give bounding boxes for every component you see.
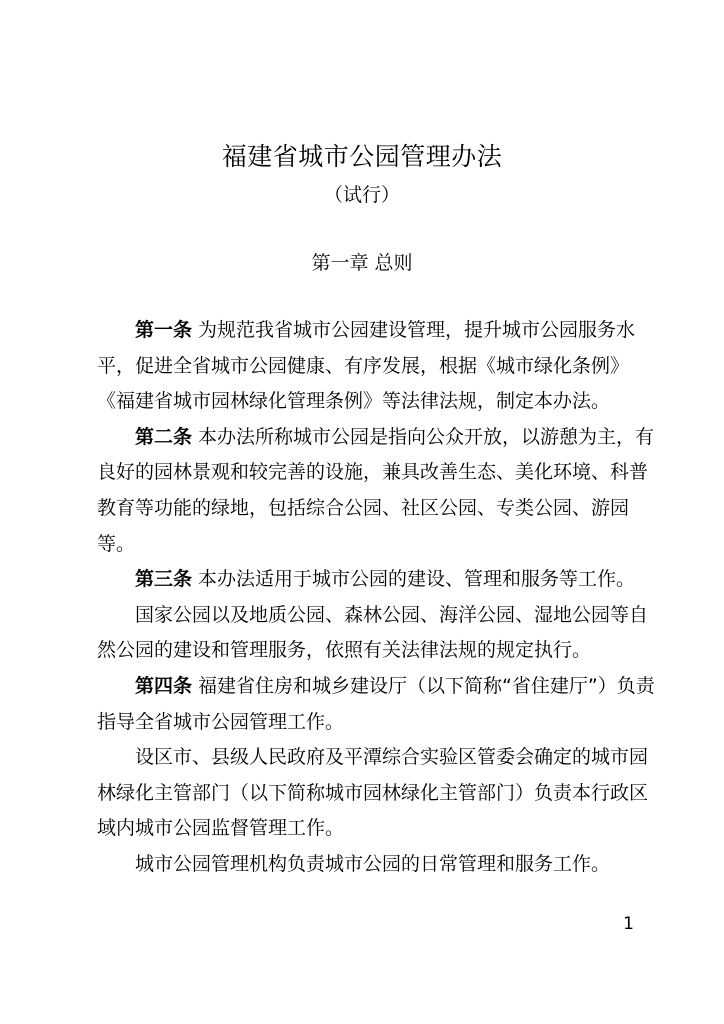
paragraph-text: 为规范我省城市公园建设管理，提升城市公园服务水平，促进全省城市公园健康、有序发展，根据《城市绿化条例》《福建省城市园林绿化管理条例》等法律法规，制定本办法。 [97,319,636,413]
paragraph-article-2 [97,420,657,562]
chapter-heading: 第一章 总则 [311,252,413,274]
paragraph-article-4 [97,669,657,740]
paragraph-text: 本办法适用于城市公园的建设、管理和服务等工作。 [192,568,636,591]
article-label: 第三条 [135,568,193,591]
paragraph-article-3-continued [97,598,657,669]
paragraph-article-4-continued-2 [97,847,657,883]
paragraph-text: 国家公园以及地质公园、森林公园、海洋公园、湿地公园等自然公园的建设和管理服务，依照有关法律法规的规定执行。 [97,603,649,662]
article-label: 第二条 [135,425,193,448]
document-title: 福建省城市公园管理办法 [221,142,503,171]
paragraph-text: 福建省住房和城乡建设厅（以下简称“省住建厅”）负责指导全省城市公园管理工作。 [97,674,655,733]
paragraph-article-4-continued-1 [97,740,657,847]
paragraph-text: 城市公园管理机构负责城市公园的日常管理和服务工作。 [135,852,611,875]
document-subtitle: （试行） [323,184,400,206]
article-label: 第一条 [135,319,193,341]
paragraph-article-1 [97,313,657,420]
paragraph-article-3 [97,562,657,598]
paragraph-text: 本办法所称城市公园是指向公众开放，以游憩为主，有良好的园林景观和较完善的设施，兼具改善生态、美化环境、科普教育等功能的绿地，包括综合公园、社区公园、专类公园、游园等。 [97,425,655,555]
document-body [97,313,657,883]
page-number: 1 [623,914,634,934]
article-label: 第四条 [135,674,193,697]
paragraph-text: 设区市、县级人民政府及平潭综合实验区管委会确定的城市园林绿化主管部门（以下简称城市园林绿化主管部门）负责本行政区域内城市公园监督管理工作。 [97,746,649,840]
